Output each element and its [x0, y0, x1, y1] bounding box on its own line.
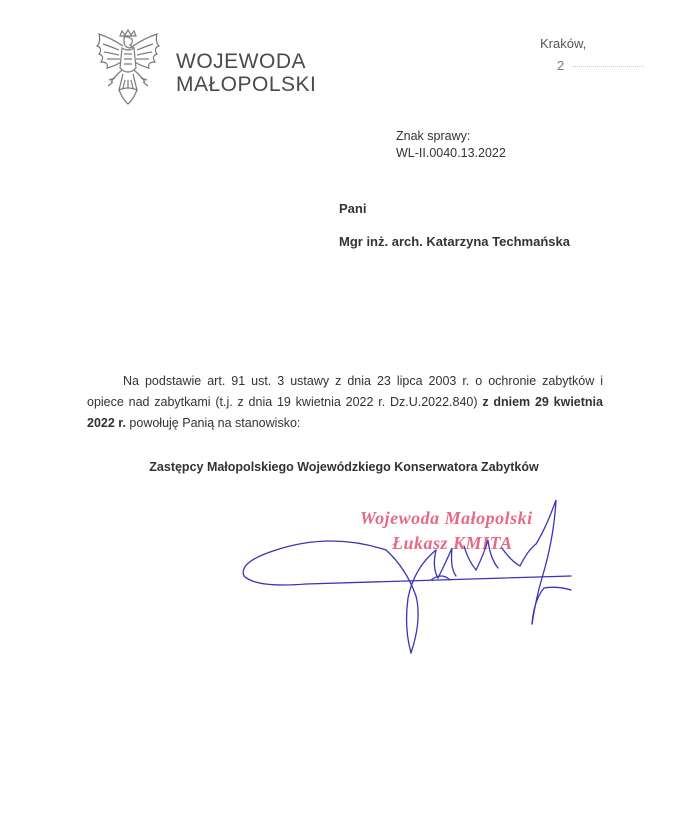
case-reference-number: WL-II.0040.13.2022 — [396, 146, 506, 160]
recipient-name: Mgr inż. arch. Katarzyna Techmańska — [339, 234, 570, 249]
authority-line-1: WOJEWODA — [176, 50, 306, 73]
date-partial: 2 — [557, 58, 566, 73]
appointment-position: Zastępcy Małopolskiego Wojewódzkiego Konserwatora Zabytków — [149, 460, 539, 474]
date-faded-remainder — [572, 66, 644, 70]
case-reference-label: Znak sprawy: — [396, 129, 471, 143]
polish-eagle-emblem-icon — [93, 28, 163, 108]
recipient-salutation: Pani — [339, 201, 367, 216]
authority-name — [176, 50, 316, 96]
handwritten-signature — [236, 488, 586, 663]
body-effective-date: z dniem 29 kwietnia 2022 r. — [87, 395, 603, 430]
stamp-line-1: Wojewoda Małopolski — [360, 508, 533, 528]
case-reference — [396, 128, 506, 162]
body-part-1: Na podstawie art. 91 ust. 3 ustawy z dnia 23 lipca 2003 r. o ochronie zabytków i opiece nad zabytkami (t.j. z dnia 19 kwietnia 2022 r. Dz.U.2022.840) — [87, 374, 603, 409]
body-part-3: powołuję Panią na stanowisko: — [129, 416, 301, 430]
stamp-line-2: Łukasz KMITA — [392, 533, 513, 553]
letter-body — [87, 371, 603, 434]
place-name: Kraków, — [540, 36, 587, 51]
authority-line-2: MAŁOPOLSKI — [176, 73, 317, 96]
